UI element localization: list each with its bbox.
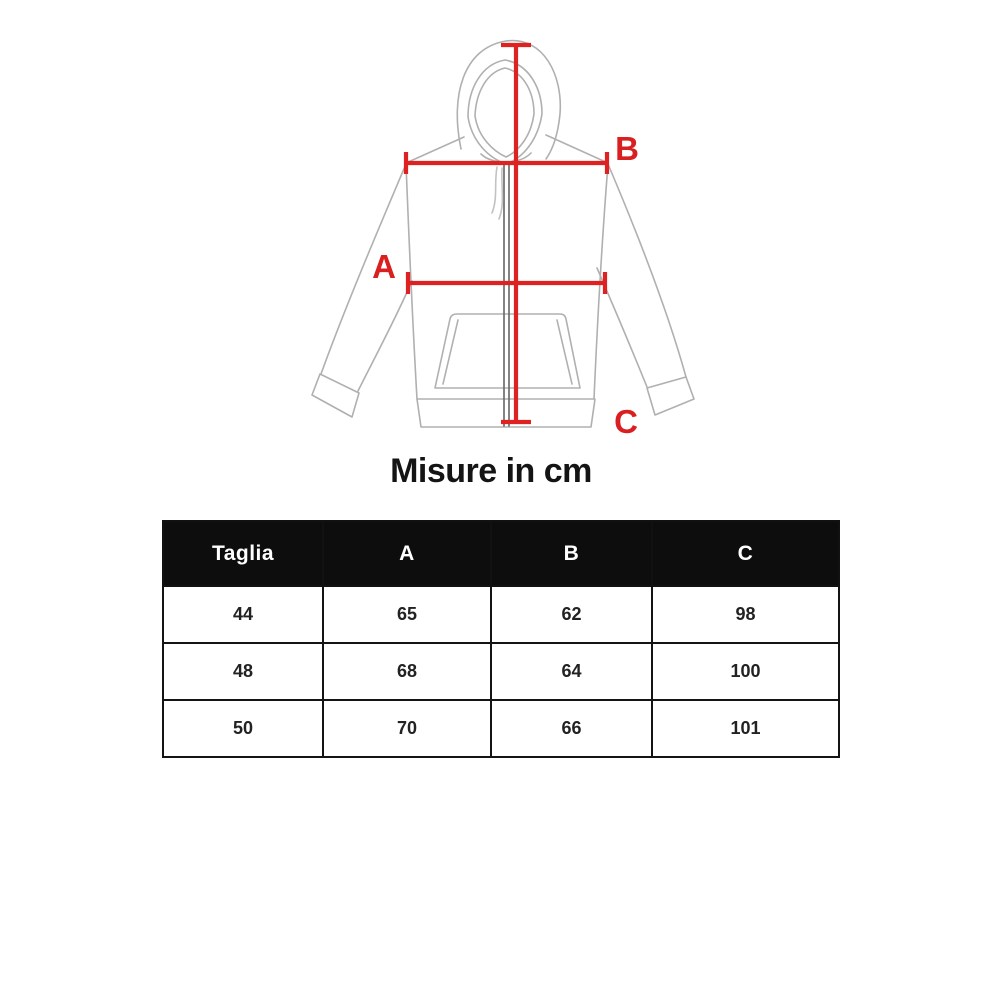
col-header-a: A <box>323 521 491 586</box>
size-table <box>162 520 840 758</box>
cell-size: 50 <box>163 700 323 757</box>
cell-b: 64 <box>491 643 652 700</box>
col-header-b: B <box>491 521 652 586</box>
hood-opening-seam <box>475 68 534 157</box>
measure-line-height-c <box>501 45 531 422</box>
label-a: A <box>372 248 396 285</box>
pocket-seam-left <box>443 320 458 384</box>
zipper <box>504 165 509 426</box>
cell-c: 100 <box>652 643 839 700</box>
hoodie-measurement-diagram <box>0 0 1000 460</box>
table-row <box>163 586 839 643</box>
sleeve-right-outer <box>608 164 686 377</box>
col-header-taglia: Taglia <box>163 521 323 586</box>
col-header-c: C <box>652 521 839 586</box>
cell-b: 62 <box>491 586 652 643</box>
table-row <box>163 643 839 700</box>
cell-size: 48 <box>163 643 323 700</box>
cell-a: 70 <box>323 700 491 757</box>
table-row <box>163 700 839 757</box>
hood-outline <box>457 41 560 159</box>
drawstring-right <box>499 168 502 219</box>
shoulder-seam-left <box>406 137 464 163</box>
cell-a: 68 <box>323 643 491 700</box>
page-title: Misure in cm <box>390 452 592 490</box>
hoodie-drawing-icon <box>312 41 694 427</box>
cell-size: 44 <box>163 586 323 643</box>
label-c: C <box>614 403 638 440</box>
cell-b: 66 <box>491 700 652 757</box>
shoulder-seam-right <box>546 135 608 163</box>
measure-line-chest-a <box>408 272 605 294</box>
cell-c: 98 <box>652 586 839 643</box>
pocket-seam-right <box>557 320 572 384</box>
measurement-lines <box>406 45 607 422</box>
measure-line-shoulder-b <box>406 152 607 174</box>
table-header-row <box>163 521 839 586</box>
sleeve-left-inner <box>358 281 412 391</box>
drawstring-left <box>492 167 497 213</box>
cell-a: 65 <box>323 586 491 643</box>
cuff-left <box>312 374 359 417</box>
cuff-right <box>647 377 694 415</box>
cell-c: 101 <box>652 700 839 757</box>
hood-opening <box>468 60 542 164</box>
label-b: B <box>615 130 639 167</box>
